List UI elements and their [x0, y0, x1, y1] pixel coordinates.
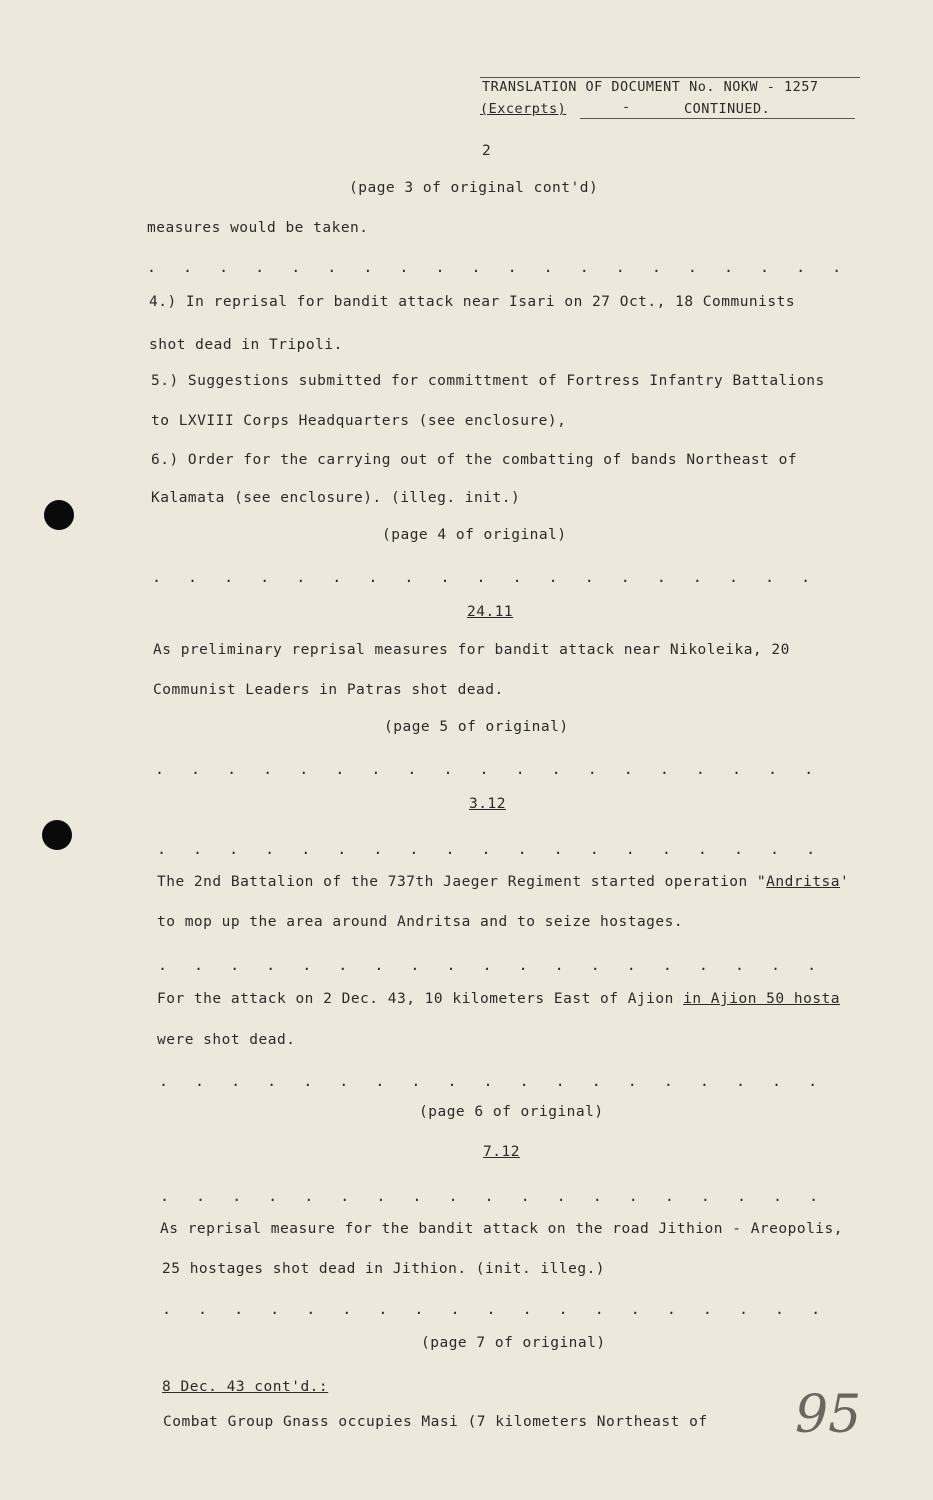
- text-run-underlined: in Ajion 50 hosta: [683, 991, 841, 1007]
- page-number: 2: [482, 143, 492, 159]
- header-title: TRANSLATION OF DOCUMENT No. NOKW - 1257: [482, 79, 819, 95]
- body-line: 4.) In reprisal for bandit attack near Isari on 27 Oct., 18 Communists: [149, 294, 796, 310]
- body-line: Kalamata (see enclosure). (illeg. init.): [151, 490, 521, 506]
- date-heading: 8 Dec. 43 cont'd.:: [162, 1379, 329, 1395]
- text-run: ': [840, 874, 850, 890]
- ellipsis-row: . . . . . . . . . . . . . . . . . . .: [162, 1300, 830, 1318]
- text-run: The 2nd Battalion of the 737th Jaeger Regiment started operation ": [157, 874, 767, 890]
- text-run-underlined: Andritsa: [766, 874, 841, 890]
- date-heading: 24.11: [467, 604, 514, 620]
- body-line: As preliminary reprisal measures for bandit attack near Nikoleika, 20: [153, 642, 790, 658]
- date-heading: 7.12: [483, 1144, 520, 1160]
- header-rule-top: [480, 77, 860, 78]
- body-line: [157, 991, 840, 1007]
- body-line: 5.) Suggestions submitted for committment of Fortress Infantry Battalions: [151, 373, 825, 389]
- ellipsis-row: . . . . . . . . . . . . . . . . . . .: [159, 1072, 827, 1090]
- ellipsis-row: . . . . . . . . . . . . . . . . . . . .: [147, 258, 851, 276]
- body-line: 6.) Order for the carrying out of the combatting of bands Northeast of: [151, 452, 798, 468]
- body-line: Communist Leaders in Patras shot dead.: [153, 682, 504, 698]
- ellipsis-row: . . . . . . . . . . . . . . . . . . .: [155, 760, 823, 778]
- body-line: Combat Group Gnass occupies Masi (7 kilometers Northeast of: [163, 1414, 708, 1430]
- page-ref: (page 5 of original): [384, 719, 569, 735]
- body-line: to LXVIII Corps Headquarters (see enclosure),: [151, 413, 567, 429]
- header-excerpts: (Excerpts): [480, 101, 567, 117]
- page-ref: (page 4 of original): [382, 527, 567, 543]
- header-rule-bottom: [580, 118, 855, 119]
- page-ref: (page 7 of original): [421, 1335, 606, 1351]
- body-line: As reprisal measure for the bandit attack on the road Jithion - Areopolis,: [160, 1221, 844, 1237]
- body-line: measures would be taken.: [147, 220, 369, 236]
- header-dash: -: [622, 99, 631, 115]
- header-continued: CONTINUED.: [684, 101, 771, 117]
- body-line: [157, 874, 849, 890]
- ellipsis-row: . . . . . . . . . . . . . . . . . . .: [160, 1187, 828, 1205]
- ellipsis-row: . . . . . . . . . . . . . . . . . . .: [158, 956, 826, 974]
- body-line: 25 hostages shot dead in Jithion. (init. illeg.): [162, 1261, 606, 1277]
- page-ref: (page 3 of original cont'd): [349, 180, 599, 196]
- body-line: were shot dead.: [157, 1032, 296, 1048]
- punch-hole-top: [44, 500, 74, 530]
- body-line: to mop up the area around Andritsa and to seize hostages.: [157, 914, 684, 930]
- date-heading: 3.12: [469, 796, 506, 812]
- body-line: shot dead in Tripoli.: [149, 337, 343, 353]
- text-run: For the attack on 2 Dec. 43, 10 kilometers East of Ajion: [157, 991, 684, 1007]
- punch-hole-bottom: [42, 820, 72, 850]
- handwritten-page-mark: 95: [795, 1385, 862, 1445]
- ellipsis-row: . . . . . . . . . . . . . . . . . . .: [152, 568, 820, 586]
- page-ref: (page 6 of original): [419, 1104, 604, 1120]
- ellipsis-row: . . . . . . . . . . . . . . . . . . .: [157, 840, 825, 858]
